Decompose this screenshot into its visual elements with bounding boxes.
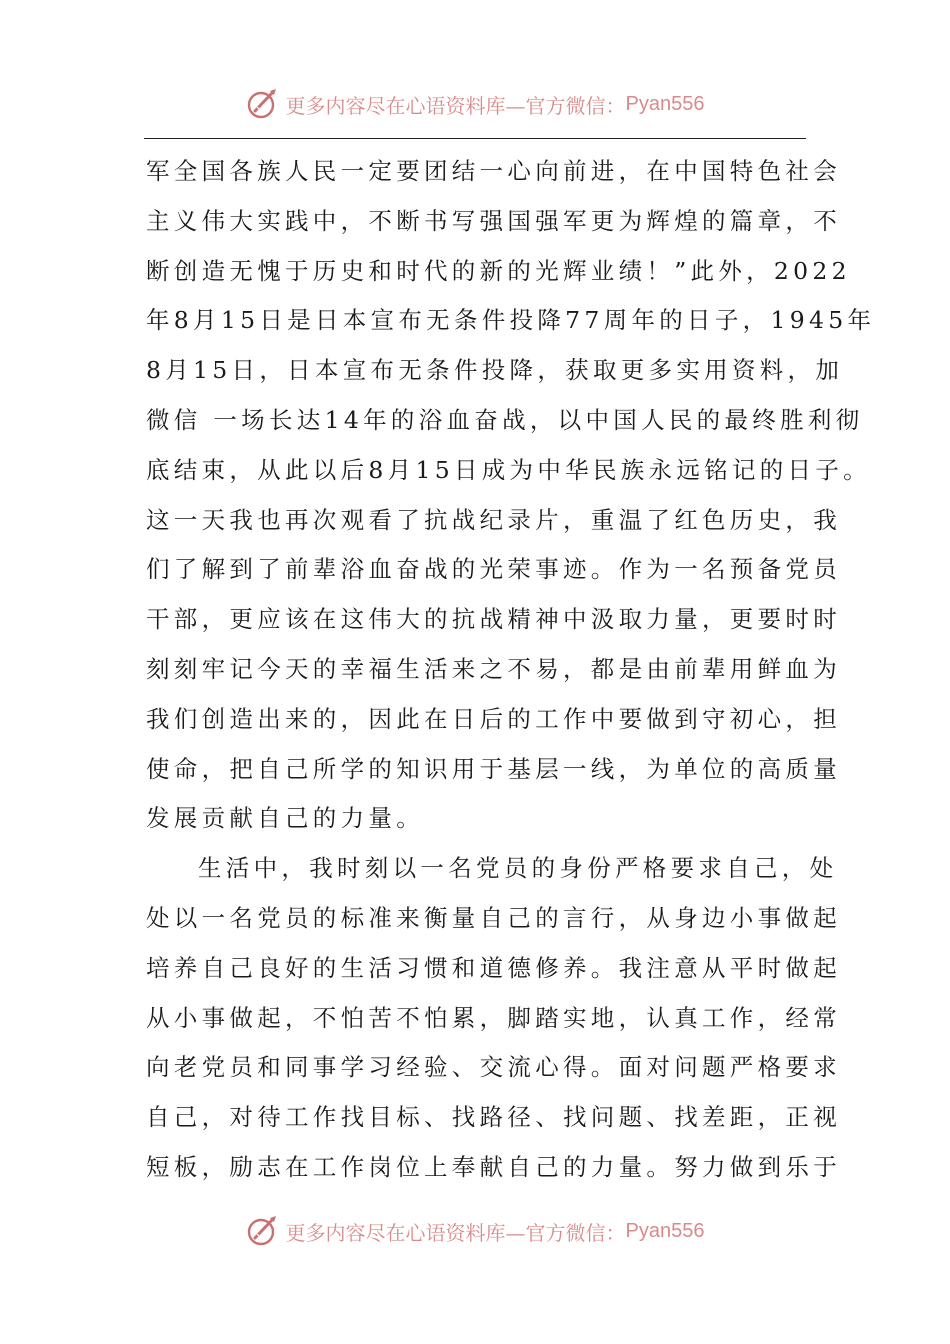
header-banner-text: 更多内容尽在心语资料库—官方微信： [285, 93, 626, 118]
text-line: 干部，更应该在这伟大的抗战精神中汲取力量，更要时时 [146, 605, 841, 634]
text-line: 处以一名党员的标准来衡量自己的言行，从身边小事做起 [146, 903, 841, 932]
footer-watermark [0, 1209, 950, 1253]
text-line: 底结束，从此以后8月15日成为中华民族永远铭记的日子。 [146, 455, 871, 484]
text-line: 这一天我也再次观看了抗战纪录片，重温了红色历史，我 [146, 505, 841, 534]
text-line: 向老党员和同事学习经验、交流心得。面对问题严格要求 [146, 1053, 841, 1082]
header-watermark [0, 82, 950, 126]
header-divider [144, 138, 806, 139]
text-line: 我们创造出来的，因此在日后的工作中要做到守初心，担 [146, 704, 841, 733]
pen-circle-logo-icon [246, 87, 280, 121]
header-wechat-id: Pyan556 [625, 92, 705, 115]
text-line: 短板，励志在工作岗位上奉献自己的力量。努力做到乐于 [146, 1152, 841, 1181]
footer-banner-text: 更多内容尽在心语资料库—官方微信： [285, 1220, 626, 1245]
text-line: 培养自己良好的生活习惯和道德修养。我注意从平时做起 [146, 953, 841, 982]
text-line: 发展贡献自己的力量。 [146, 804, 424, 833]
text-line: 年8月15日是日本宣布无条件投降77周年的日子，1945年 [146, 306, 876, 335]
text-line: 们了解到了前辈浴血奋战的光荣事迹。作为一名预备党员 [146, 555, 841, 584]
document-body [146, 147, 876, 1193]
text-line: 军全国各族人民一定要团结一心向前进，在中国特色社会 [146, 157, 841, 185]
paragraph-first-line: 生活中，我时刻以一名党员的身份严格要求自己，处 [198, 854, 838, 883]
text-line: 自己，对待工作找目标、找路径、找问题、找差距，正视 [146, 1103, 841, 1132]
pen-circle-logo-icon [246, 1214, 280, 1248]
text-line: 使命，把自己所学的知识用于基层一线，为单位的高质量 [146, 754, 841, 783]
text-line: 8月15日，日本宣布无条件投降，获取更多实用资料，加 [146, 356, 844, 385]
text-line: 从小事做起，不怕苦不怕累，脚踏实地，认真工作，经常 [146, 1003, 841, 1032]
text-line: 断创造无愧于历史和时代的新的光辉业绩！”此外，2022 [146, 256, 851, 285]
text-line: 刻刻牢记今天的幸福生活来之不易，都是由前辈用鲜血为 [146, 654, 841, 683]
text-line: 微信 一场长达14年的浴血奋战，以中国人民的最终胜利彻 [146, 405, 864, 434]
footer-wechat-id: Pyan556 [625, 1219, 705, 1242]
text-line: 主义伟大实践中，不断书写强国强军更为辉煌的篇章，不 [146, 206, 841, 235]
